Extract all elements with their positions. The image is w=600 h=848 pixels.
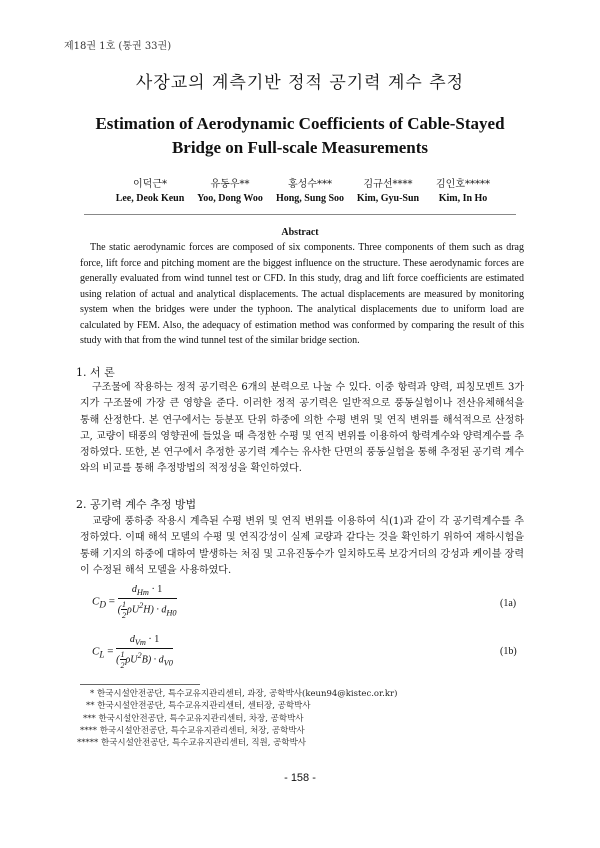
footnotes [77,688,398,749]
eq-half-den: 2 [122,611,127,620]
eq-fraction: $d_{Vm} \cdot 1$ ( $\frac{1}{2}$ $\rho U^2B) \cdot d_{V0}$ [116,634,173,670]
eq-lhs-sub: L [99,649,105,660]
author-name-ko: 이덕근* [133,179,167,190]
eq-den-var: H [143,604,151,616]
eq-den-sup: 2 [139,600,144,610]
eq-half-num: 1 [120,650,125,659]
equation-1a-number: (1a) [500,598,517,609]
equation-1a: $C_D$ = $d_{Hm} \cdot 1$ ( $\frac{1}{2}$ $\rho U^2H) \cdot d_{H0}$ [92,584,177,620]
title-english-line1: Estimation of Aerodynamic Coefficients of Cable-Stayed [95,114,505,133]
eq-den-tail: · d [153,654,164,666]
footnote-4: **** 한국시설안전공단, 특수교유지관리센터, 처장, 공학박사 [80,725,305,736]
journal-header: 제18권 1호 (통권 33권) [64,41,172,52]
eq-den-sup: 2 [137,650,142,660]
footnote-5: ***** 한국시설안전공단, 특수교유지관리센터, 직원, 공학박사 [77,738,307,749]
eq-half-den: 2 [120,661,125,670]
eq-den-sub: H0 [166,608,177,618]
title-korean: 사장교의 계측기반 정적 공기력 계수 추정 [135,73,465,93]
author-5 [403,178,523,206]
eq-num-tail: · 1 [148,634,160,645]
footnote-divider [80,684,200,685]
author-name-ko: 유동우** [210,179,250,190]
equation-1b-number: (1b) [500,646,517,657]
author-name-en: Kim, Gyu-Sun [356,193,420,204]
eq-num: d [129,634,135,645]
eq-den-mid: ρU [125,654,138,666]
abstract-heading: Abstract [281,227,319,238]
footnote-3: *** 한국시설안전공단, 특수교유지관리센터, 차장, 공학박사 [83,713,304,724]
section-2-text: 교량에 풍하중 작용시 계측된 수평 변위 및 연직 변위를 이용하여 식(1)과 같이 각 공기력계수를 추정하였다. 이때 해석 모델의 수평 및 연직강성이 실제 교량과 같다는 것을 확인하기 위하여 재하시험을 통해 기지의 하중에 대하여 발생하는 처짐 및 고유진동수가 일치하도록 보강거더의 강성과 케이블 장력이 수정된 해석 모델을 사용하였다. [80,516,524,576]
eq-num-sub: Vm [134,638,146,647]
eq-den-var: B [141,654,148,666]
divider [84,214,516,215]
eq-num: d [131,584,137,595]
eq-den-tail: · d [156,604,167,616]
abstract-text: The static aerodynamic forces are composed of six components. Three components of them such as drag force, lift force and pitching moment are the biggest influence on the structure. These aerodynamic forces are generally evaluated from wind tunnel test or CFD. In this study, drag and lift force coefficients are estimated using relation of actual and analytical displacements. The actual displacements are measured by monitoring system when the bridges were under the typhoon. The analytical displacements due to uniform load are calculated by FEM. Also, the adequacy of estimation method was conformed by comparing the result of this study with that from the wind tunnel test of the similar bridge section. [80,242,524,346]
author-name-ko: 홍성수*** [288,179,332,190]
eq-lhs: C [92,595,100,608]
page-number: - 158 - [284,772,316,784]
eq-den-mid: ρU [127,604,140,616]
footnote-2: ** 한국시설안전공단, 특수교유지관리센터, 센터장, 공학박사 [86,701,311,712]
author-name-en: Yoo, Dong Woo [197,193,263,204]
author-name-en: Lee, Deok Keun [115,193,185,204]
section-2-heading: 2. 공기력 계수 추정 방법 [76,498,197,511]
section-1-heading: 1. 서 론 [76,366,115,379]
eq-lhs-sub: D [99,599,106,610]
eq-num-sub: Hm [136,588,149,597]
title-english-line2: Bridge on Full-scale Measurements [171,138,429,157]
author-name-en: Kim, In Ho [438,193,488,204]
title-english [60,112,540,160]
eq-lhs: C [92,645,100,658]
eq-fraction: $d_{Hm} \cdot 1$ ( $\frac{1}{2}$ $\rho U^2H) \cdot d_{H0}$ [117,584,177,620]
section-1-text: 구조물에 작용하는 정적 공기력은 6개의 분력으로 나눌 수 있다. 이중 항력과 양력, 피칭모멘트 3가지가 구조물에 가장 큰 영향을 준다. 이러한 정적 공기력은 일반적으로 풍동실험이나 전산유체해석을 통해 산정한다. 본 연구에서는 등분포 단위 하중에 의한 수평 변위 및 연직 변위를 해석적으로 산정하고, 교량이 태풍의 영향권에 들었을 때 측정한 수평 및 연직 변위를 이용하여 항력계수와 양력계수를 추정하였다. 또한, 본 연구에서 추정한 공기력 계수는 유사한 단면의 풍동실험을 통해 추정된 공기력 계수와의 비교를 통해 추정방법의 적정성을 확인하였다. [80,382,524,475]
author-name-ko: 김규선**** [363,179,413,190]
author-name-en: Hong, Sung Soo [275,193,345,204]
eq-num-tail: · 1 [151,584,163,595]
eq-half-num: 1 [122,600,127,609]
author-name-ko: 김인호***** [436,179,490,190]
footnote-1: * 한국시설안전공단, 특수교유지관리센터, 과장, 공학박사(keun94@kistec.or.kr) [90,689,398,699]
eq-den-sub: V0 [163,658,173,668]
equation-1b: $C_L$ = $d_{Vm} \cdot 1$ ( $\frac{1}{2}$ $\rho U^2B) \cdot d_{V0}$ [92,634,173,670]
